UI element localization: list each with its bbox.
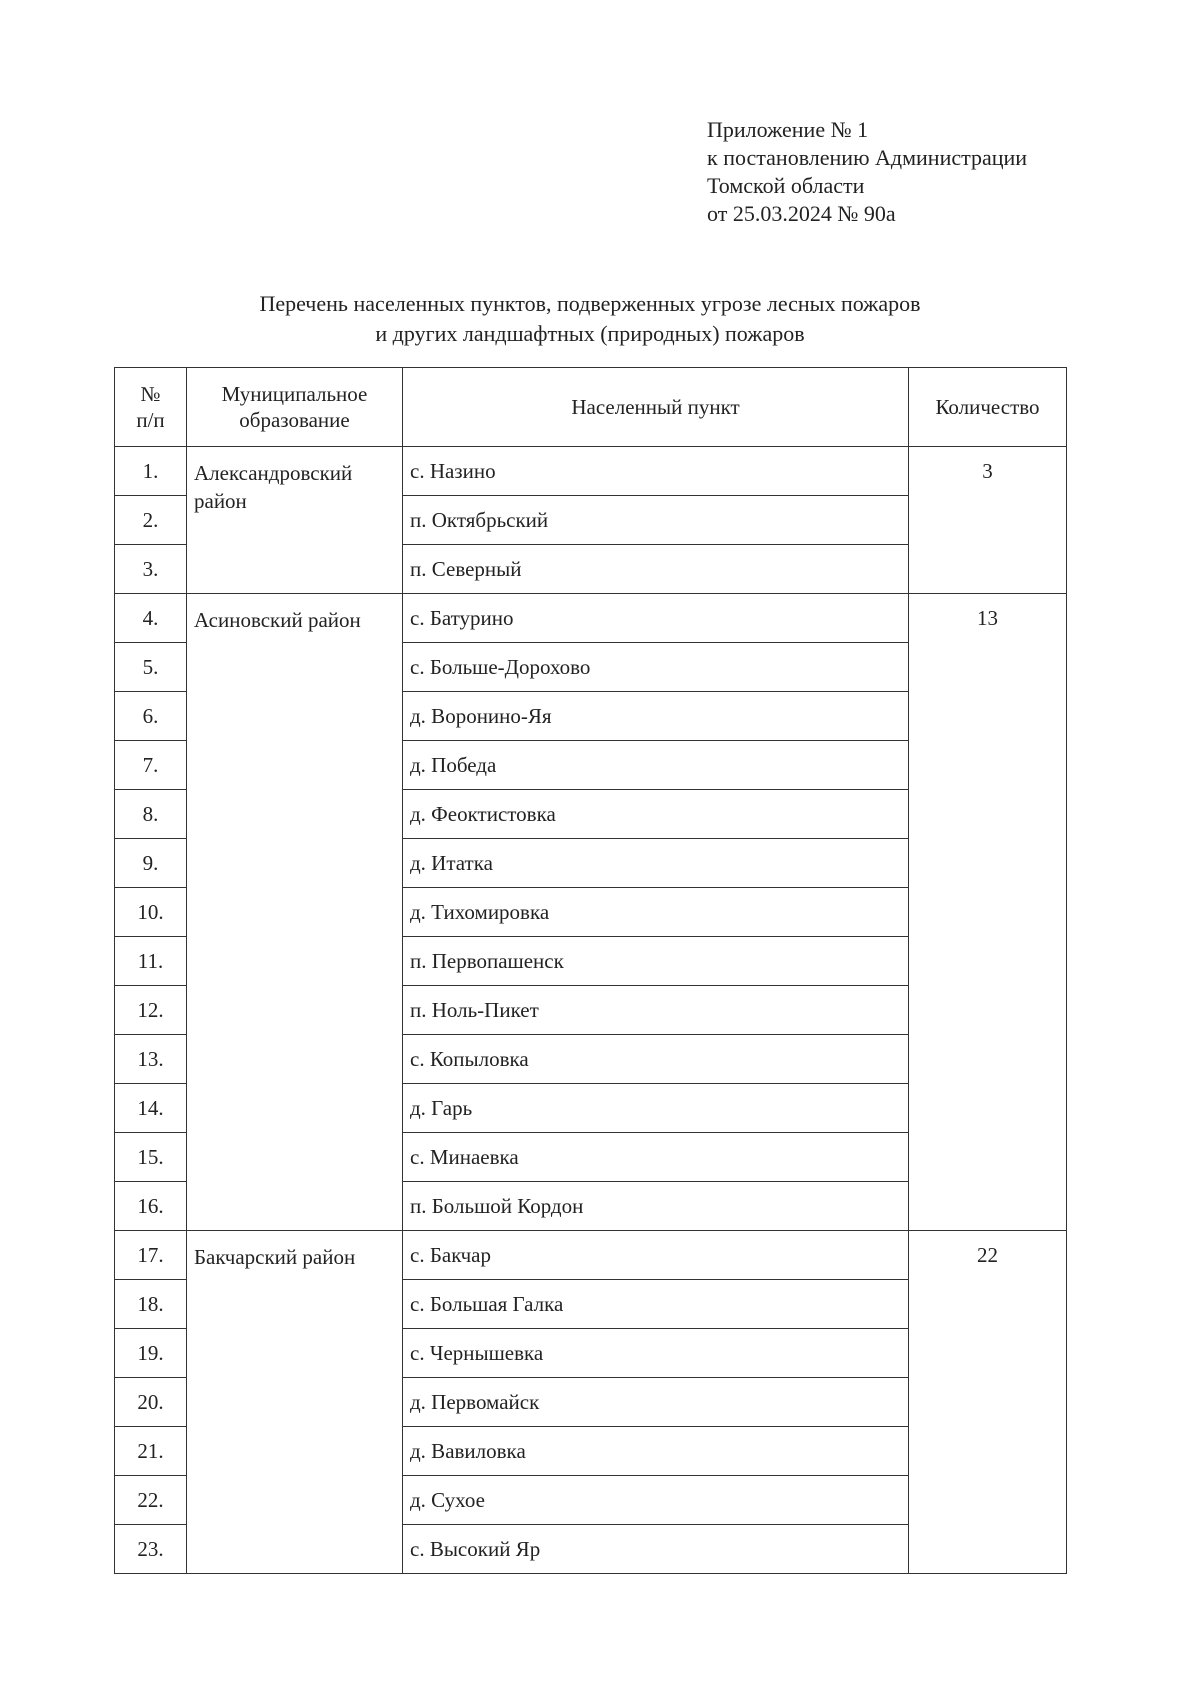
settlement-cell: п. Северный: [403, 545, 909, 594]
settlement-cell: с. Назино: [403, 447, 909, 496]
settlement-cell: с. Чернышевка: [403, 1329, 909, 1378]
settlement-cell: д. Гарь: [403, 1084, 909, 1133]
row-number: 9.: [115, 839, 187, 888]
row-number: 3.: [115, 545, 187, 594]
row-number: 18.: [115, 1280, 187, 1329]
settlement-cell: с. Минаевка: [403, 1133, 909, 1182]
count-cell: 13: [909, 594, 1067, 1231]
appendix-number: Приложение № 1: [707, 117, 869, 142]
row-number: 10.: [115, 888, 187, 937]
row-number: 5.: [115, 643, 187, 692]
row-number: 23.: [115, 1525, 187, 1574]
row-number: 6.: [115, 692, 187, 741]
settlement-cell: д. Итатка: [403, 839, 909, 888]
municipality-cell: Асиновский район: [187, 594, 403, 1231]
settlement-cell: п. Большой Кордон: [403, 1182, 909, 1231]
row-number: 17.: [115, 1231, 187, 1280]
table-body: [115, 447, 1067, 1574]
row-number: 12.: [115, 986, 187, 1035]
row-number: 15.: [115, 1133, 187, 1182]
document-title-line-1: Перечень населенных пунктов, подверженных угрозе лесных пожаров: [259, 291, 921, 316]
header-number-symbol: №: [140, 382, 161, 406]
appendix-header: [707, 116, 1027, 228]
row-number: 21.: [115, 1427, 187, 1476]
appendix-region: Томской области: [707, 173, 865, 198]
header-municipality: [187, 368, 403, 447]
settlement-cell: с. Батурино: [403, 594, 909, 643]
settlement-cell: д. Сухое: [403, 1476, 909, 1525]
row-number: 1.: [115, 447, 187, 496]
appendix-date-number: от 25.03.2024 № 90а: [707, 201, 896, 226]
table-header: [115, 368, 1067, 447]
settlement-cell: с. Высокий Яр: [403, 1525, 909, 1574]
appendix-resolution: к постановлению Администрации: [707, 145, 1028, 170]
row-number: 19.: [115, 1329, 187, 1378]
settlement-cell: д. Воронино-Яя: [403, 692, 909, 741]
settlements-table: [114, 367, 1067, 1574]
settlement-cell: д. Первомайск: [403, 1378, 909, 1427]
settlement-cell: д. Феоктистовка: [403, 790, 909, 839]
settlement-cell: д. Вавиловка: [403, 1427, 909, 1476]
header-settlement: Населенный пункт: [403, 368, 909, 447]
settlement-cell: п. Ноль-Пикет: [403, 986, 909, 1035]
table-row: [115, 1231, 1067, 1280]
settlement-cell: с. Больше-Дорохово: [403, 643, 909, 692]
row-number: 7.: [115, 741, 187, 790]
table-row: [115, 447, 1067, 496]
document-title-line-2: и других ландшафтных (природных) пожаров: [375, 321, 805, 346]
settlement-cell: с. Бакчар: [403, 1231, 909, 1280]
header-municipality-line-2: образование: [239, 408, 350, 432]
settlement-cell: с. Копыловка: [403, 1035, 909, 1084]
header-count: Количество: [909, 368, 1067, 447]
table-header-row: [115, 368, 1067, 447]
municipality-cell: Бакчарский район: [187, 1231, 403, 1574]
row-number: 8.: [115, 790, 187, 839]
row-number: 22.: [115, 1476, 187, 1525]
settlement-cell: д. Победа: [403, 741, 909, 790]
row-number: 20.: [115, 1378, 187, 1427]
header-number-label: п/п: [136, 408, 165, 432]
document-title: [114, 289, 1066, 349]
row-number: 4.: [115, 594, 187, 643]
header-municipality-line-1: Муниципальное: [221, 382, 368, 406]
header-number: [115, 368, 187, 447]
row-number: 11.: [115, 937, 187, 986]
count-cell: 22: [909, 1231, 1067, 1574]
settlement-cell: п. Октябрьский: [403, 496, 909, 545]
table-row: [115, 594, 1067, 643]
settlement-cell: д. Тихомировка: [403, 888, 909, 937]
settlement-cell: с. Большая Галка: [403, 1280, 909, 1329]
row-number: 2.: [115, 496, 187, 545]
municipality-cell: Александровский район: [187, 447, 403, 594]
count-cell: 3: [909, 447, 1067, 594]
row-number: 13.: [115, 1035, 187, 1084]
row-number: 16.: [115, 1182, 187, 1231]
row-number: 14.: [115, 1084, 187, 1133]
settlement-cell: п. Первопашенск: [403, 937, 909, 986]
